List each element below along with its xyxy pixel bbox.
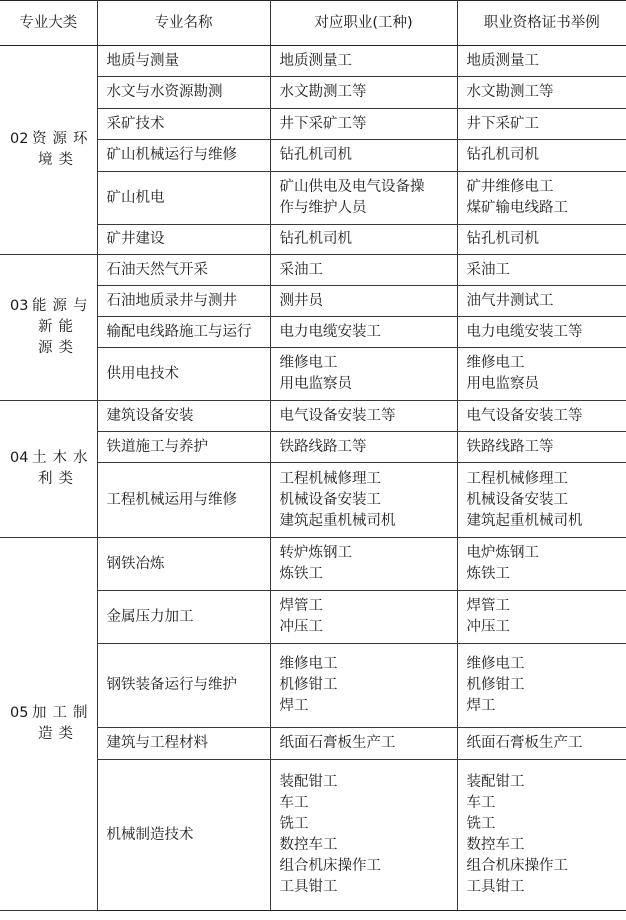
occupation-cell xyxy=(270,401,457,432)
header-certificate: 职业资格证书举例 xyxy=(457,1,626,46)
occupation-cell xyxy=(270,46,457,77)
cell-line: 冲压工 xyxy=(279,619,323,635)
cell-line: 煤矿输电线路工 xyxy=(466,200,568,216)
cell-line: 供用电技术 xyxy=(106,365,179,382)
certificate-cell xyxy=(457,225,626,255)
cell-line: 组合机床操作工 xyxy=(279,858,381,874)
category-code: 04 xyxy=(10,450,29,466)
cell-line: 炼铁工 xyxy=(279,566,323,582)
major-cell xyxy=(97,728,270,760)
certificate-cell xyxy=(457,348,626,401)
cell-line: 纸面石膏板生产工 xyxy=(279,735,396,751)
category-name-first: 加工制 xyxy=(32,705,94,721)
category-name-rest: 造类 xyxy=(38,726,79,742)
cell-line: 井下采矿工等 xyxy=(279,115,367,132)
certificate-cell xyxy=(457,77,626,109)
cell-line: 工程机械运用与维修 xyxy=(106,491,237,508)
cell-line: 电力电缆安装工 xyxy=(279,323,381,340)
category-code: 03 xyxy=(10,298,29,314)
certificate-cell xyxy=(457,317,626,348)
major-cell xyxy=(97,538,270,591)
cell-line: 装配钳工 xyxy=(466,774,525,790)
cell-line: 车工 xyxy=(279,795,309,811)
cell-line: 钻孔机司机 xyxy=(279,231,352,247)
occupation-cell xyxy=(270,760,457,911)
category-name-first: 能源与 xyxy=(32,298,94,314)
certificate-cell xyxy=(457,286,626,317)
occupation-cell xyxy=(270,109,457,140)
cell-line: 油气井测试工 xyxy=(466,292,554,309)
category-cell xyxy=(0,46,97,255)
cell-line: 数控车工 xyxy=(466,837,525,853)
cell-line: 铣工 xyxy=(466,816,496,832)
table-row xyxy=(0,401,626,432)
cell-line: 电气设备安装工等 xyxy=(279,407,396,424)
major-cell xyxy=(97,348,270,401)
major-cell xyxy=(97,77,270,109)
cell-line: 炼铁工 xyxy=(466,566,510,582)
certificate-cell xyxy=(457,432,626,463)
cell-line: 组合机床操作工 xyxy=(466,858,568,874)
cell-line: 矿山机械运行与维修 xyxy=(106,147,237,163)
certificate-cell xyxy=(457,538,626,591)
occupation-cell xyxy=(270,644,457,728)
cell-line: 工程机械修理工 xyxy=(279,470,381,487)
occupation-cell xyxy=(270,140,457,172)
cell-line: 机修钳工 xyxy=(279,677,338,693)
cell-line: 数控车工 xyxy=(279,837,338,853)
cell-line: 采油工 xyxy=(279,261,323,278)
cell-line: 电力电缆安装工等 xyxy=(466,323,583,340)
cell-line: 用电监察员 xyxy=(466,376,539,392)
cell-line: 冲压工 xyxy=(466,619,510,635)
cell-line: 纸面石膏板生产工 xyxy=(466,735,583,751)
cell-line: 矿山供电及电气设备操 xyxy=(279,179,425,195)
certificate-cell xyxy=(457,109,626,140)
certificate-cell xyxy=(457,46,626,77)
cell-line: 矿井维修电工 xyxy=(466,179,554,195)
certificate-cell xyxy=(457,591,626,644)
cell-line: 电炉炼钢工 xyxy=(466,545,539,561)
major-cell xyxy=(97,225,270,255)
category-cell xyxy=(0,255,97,401)
certificate-cell xyxy=(457,140,626,172)
cell-line: 铁路线路工等 xyxy=(466,438,554,455)
cell-line: 地质与测量 xyxy=(106,52,179,69)
cell-line: 金属压力加工 xyxy=(106,608,194,625)
category-code: 05 xyxy=(10,705,29,721)
header-major: 专业名称 xyxy=(97,1,270,46)
cell-line: 输配电线路施工与运行 xyxy=(106,323,252,340)
certificate-cell xyxy=(457,644,626,728)
category-name-rest: 境类 xyxy=(38,152,79,168)
occupation-cell xyxy=(270,255,457,286)
major-cell xyxy=(97,46,270,77)
cell-line: 采油工 xyxy=(466,261,510,278)
occupation-cell xyxy=(270,77,457,109)
cell-line: 建筑与工程材料 xyxy=(106,735,208,751)
cell-line: 建筑起重机械司机 xyxy=(279,512,396,529)
cell-line: 测井员 xyxy=(279,292,323,309)
cell-line: 建筑起重机械司机 xyxy=(466,512,583,529)
cell-line: 水文勘测工等 xyxy=(466,84,554,100)
major-cell xyxy=(97,463,270,538)
table-row xyxy=(0,538,626,591)
table-row xyxy=(0,46,626,77)
cell-line: 焊管工 xyxy=(279,598,323,614)
certificate-cell xyxy=(457,255,626,286)
occupation-cell xyxy=(270,463,457,538)
table-body xyxy=(0,46,626,911)
occupation-cell xyxy=(270,225,457,255)
category-name-first: 资源环 xyxy=(32,131,94,147)
major-cell xyxy=(97,317,270,348)
cell-line: 钢铁装备运行与维护 xyxy=(106,677,237,693)
table-row xyxy=(0,255,626,286)
cell-line: 工具钳工 xyxy=(466,879,525,895)
cell-line: 铁路线路工等 xyxy=(279,438,367,455)
cell-line: 机械设备安装工 xyxy=(466,491,568,508)
cell-line: 建筑设备安装 xyxy=(106,407,194,424)
cell-line: 钻孔机司机 xyxy=(466,147,539,163)
major-cell xyxy=(97,401,270,432)
cell-line: 工具钳工 xyxy=(279,879,338,895)
cell-line: 装配钳工 xyxy=(279,774,338,790)
cell-line: 机械制造技术 xyxy=(106,826,194,843)
certificate-cell xyxy=(457,728,626,760)
cell-line: 地质测量工 xyxy=(279,52,352,69)
cell-line: 焊工 xyxy=(279,698,309,714)
cell-line: 铁道施工与养护 xyxy=(106,438,208,455)
category-cell xyxy=(0,401,97,538)
cell-line: 焊管工 xyxy=(466,598,510,614)
cell-line: 铣工 xyxy=(279,816,309,832)
certificate-cell xyxy=(457,760,626,911)
cell-line: 作与维护人员 xyxy=(279,200,367,216)
cell-line: 钻孔机司机 xyxy=(466,231,539,247)
major-cell xyxy=(97,140,270,172)
cell-line: 井下采矿工 xyxy=(466,115,539,132)
cell-line: 地质测量工 xyxy=(466,52,539,69)
cell-line: 钢铁冶炼 xyxy=(106,555,165,572)
occupation-cell xyxy=(270,286,457,317)
category-name-first: 土木水 xyxy=(32,450,94,466)
category-name-rest: 利类 xyxy=(38,471,79,487)
cell-line: 车工 xyxy=(466,795,496,811)
cell-line: 维修电工 xyxy=(466,656,525,672)
cell-line: 水文与水资源勘测 xyxy=(106,84,223,100)
certificate-cell xyxy=(457,172,626,225)
cell-line: 采矿技术 xyxy=(106,115,165,132)
cell-line: 钻孔机司机 xyxy=(279,147,352,163)
cell-line: 用电监察员 xyxy=(279,376,352,392)
category-cell xyxy=(0,538,97,911)
cell-line: 水文勘测工等 xyxy=(279,84,367,100)
cell-line: 机械设备安装工 xyxy=(279,491,381,508)
occupation-cell xyxy=(270,538,457,591)
cell-line: 维修电工 xyxy=(279,355,338,371)
cell-line: 石油地质录井与测井 xyxy=(106,292,237,309)
major-cell xyxy=(97,591,270,644)
cell-line: 维修电工 xyxy=(466,355,525,371)
cell-line: 矿山机电 xyxy=(106,189,165,206)
certificate-cell xyxy=(457,463,626,538)
cell-line: 焊工 xyxy=(466,698,496,714)
major-cell xyxy=(97,172,270,225)
cell-line: 矿井建设 xyxy=(106,231,165,247)
occupation-cell xyxy=(270,348,457,401)
major-cell xyxy=(97,644,270,728)
major-cell xyxy=(97,109,270,140)
major-cell xyxy=(97,760,270,911)
category-code: 02 xyxy=(10,131,29,147)
occupation-cell xyxy=(270,317,457,348)
occupation-cell xyxy=(270,172,457,225)
occupation-cell xyxy=(270,432,457,463)
cell-line: 电气设备安装工等 xyxy=(466,407,583,424)
occupation-cell xyxy=(270,728,457,760)
header-occupation: 对应职业(工种) xyxy=(270,1,457,46)
cell-line: 转炉炼钢工 xyxy=(279,545,352,561)
cell-line: 工程机械修理工 xyxy=(466,470,568,487)
major-cell xyxy=(97,432,270,463)
cell-line: 机修钳工 xyxy=(466,677,525,693)
major-cell xyxy=(97,255,270,286)
certificate-cell xyxy=(457,401,626,432)
category-name-rest: 新能源类 xyxy=(38,319,79,356)
cell-line: 石油天然气开采 xyxy=(106,261,208,278)
occupation-cell xyxy=(270,591,457,644)
header-row xyxy=(0,1,626,46)
header-category: 专业大类 xyxy=(0,1,97,46)
major-cell xyxy=(97,286,270,317)
cell-line: 维修电工 xyxy=(279,656,338,672)
